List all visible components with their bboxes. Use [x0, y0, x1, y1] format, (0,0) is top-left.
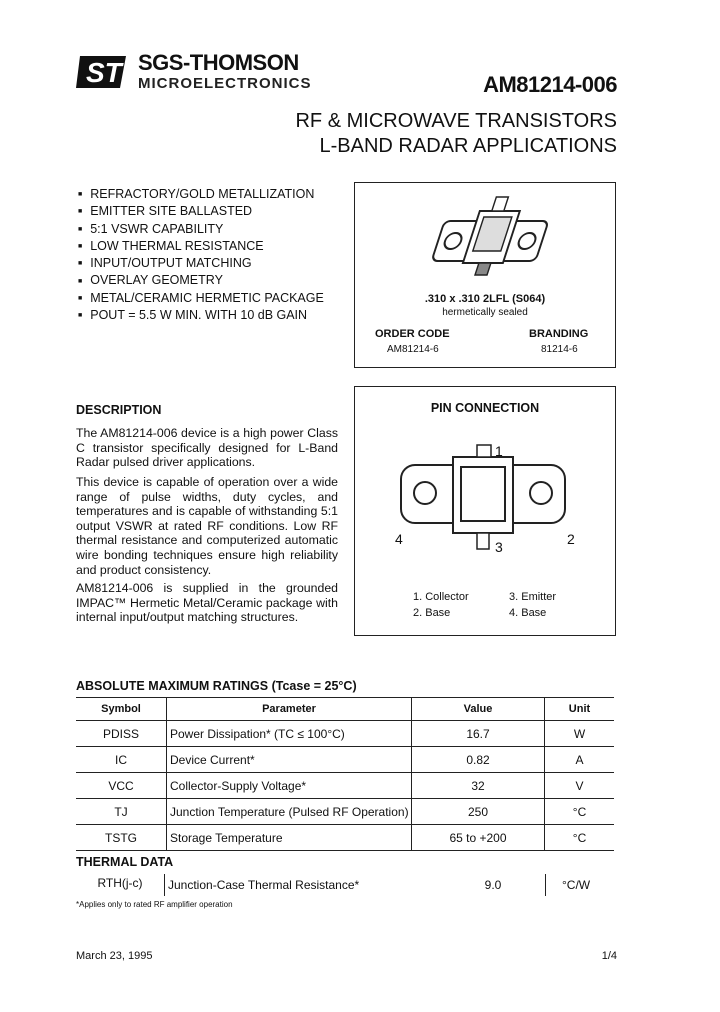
pin-label-3: 3. Emitter	[509, 591, 557, 603]
pin-label-1: 1. Collector	[413, 591, 469, 603]
thermal-symbol: RTH(j-c)	[97, 876, 143, 890]
column-header: Value	[412, 698, 545, 721]
value-cell: 0.82	[412, 747, 545, 773]
value-cell: 16.7	[412, 721, 545, 747]
feature-item: ■ OVERLAY GEOMETRY	[78, 272, 324, 289]
st-logo	[74, 48, 130, 94]
pin-number-3: 3	[495, 539, 503, 555]
column-header: Unit	[545, 698, 615, 721]
package-drawing	[421, 195, 551, 277]
symbol-cell: PDISS	[76, 721, 167, 747]
symbol-cell: TSTG	[76, 825, 167, 851]
description-heading: DESCRIPTION	[76, 403, 162, 417]
order-code: AM81214-6	[387, 344, 439, 355]
title-line-2: L-BAND RADAR APPLICATIONS	[319, 135, 617, 157]
unit-cell: °C	[545, 825, 615, 851]
pin-number-4: 4	[395, 531, 403, 547]
value-cell: 250	[412, 799, 545, 825]
parameter-cell: Device Current*	[167, 747, 412, 773]
value-cell: 65 to +200	[412, 825, 545, 851]
thermal-value: 9.0	[484, 878, 502, 892]
description-paragraph-3: AM81214-006 is supplied in the grounded IMPAC™ Hermetic Metal/Ceramic package with internal input/output matching structures.	[76, 581, 338, 625]
order-code-label: ORDER CODE	[375, 328, 450, 340]
description-paragraph-1: The AM81214-006 device is a high power Class C transistor specifically designed for L-Band Radar pulsed driver applications.	[76, 426, 338, 470]
pin-number-2: 2	[567, 531, 575, 547]
pin-label-2: 2. Base	[413, 607, 451, 619]
pin-connection-title: PIN CONNECTION	[430, 401, 540, 415]
branding-label: BRANDING	[529, 328, 589, 340]
thermal-divider-2	[545, 874, 546, 896]
table-row	[76, 799, 614, 825]
thermal-divider	[164, 874, 165, 896]
table-header-row	[76, 698, 614, 721]
pin-connection-box	[354, 386, 616, 636]
parameter-cell: Collector-Supply Voltage*	[167, 773, 412, 799]
package-sealed: hermetically sealed	[442, 307, 528, 318]
part-number: AM81214-006	[483, 72, 617, 97]
feature-item: ■ EMITTER SITE BALLASTED	[78, 203, 324, 220]
footer-date: March 23, 1995	[76, 950, 153, 962]
thermal-parameter: Junction-Case Thermal Resistance*	[168, 878, 360, 892]
table-row	[76, 773, 614, 799]
title-line-1: RF & MICROWAVE TRANSISTORS	[295, 110, 617, 132]
symbol-cell: IC	[76, 747, 167, 773]
feature-item: ■ METAL/CERAMIC HERMETIC PACKAGE	[78, 290, 324, 307]
parameter-cell: Junction Temperature (Pulsed RF Operation)	[167, 799, 412, 825]
symbol-cell: TJ	[76, 799, 167, 825]
description-paragraph-2: This device is capable of operation over a wide range of pulse widths, duty cycles, and temperatures and is capable of withstanding 5:1 output VSWR at rated RF conditions. Low RF thermal resistance and computerized automatic wire bonding techniques ensure high reliability and product consistency.	[76, 475, 338, 577]
svg-text:ST: ST	[86, 57, 122, 88]
pin-label-4: 4. Base	[509, 607, 547, 619]
feature-item: ■ REFRACTORY/GOLD METALLIZATION	[78, 186, 324, 203]
unit-cell: V	[545, 773, 615, 799]
thermal-unit: °C/W	[562, 878, 591, 892]
thermal-footnote: *Applies only to rated RF amplifier operation	[76, 900, 233, 909]
pin-number-1: 1	[495, 443, 503, 459]
ratings-heading: ABSOLUTE MAXIMUM RATINGS (Tcase = 25°C)	[76, 679, 357, 693]
package-box	[354, 182, 616, 368]
feature-list	[78, 186, 324, 324]
branding: 81214-6	[541, 344, 578, 355]
company-subtitle: MICROELECTRONICS	[138, 75, 312, 92]
parameter-cell: Storage Temperature	[167, 825, 412, 851]
table-row	[76, 747, 614, 773]
company-name: SGS-THOMSON	[138, 50, 299, 75]
ratings-table	[76, 697, 614, 851]
pin-diagram	[395, 443, 575, 553]
feature-item: ■ LOW THERMAL RESISTANCE	[78, 238, 324, 255]
page-number: 1/4	[601, 950, 617, 962]
unit-cell: W	[545, 721, 615, 747]
table-row	[76, 721, 614, 747]
value-cell: 32	[412, 773, 545, 799]
table-row	[76, 825, 614, 851]
symbol-cell: VCC	[76, 773, 167, 799]
package-name: .310 x .310 2LFL (S064)	[424, 293, 546, 305]
feature-item: ■ POUT = 5.5 W MIN. WITH 10 dB GAIN	[78, 307, 324, 324]
column-header: Symbol	[76, 698, 167, 721]
feature-item: ■ 5:1 VSWR CAPABILITY	[78, 221, 324, 238]
parameter-cell: Power Dissipation* (TC ≤ 100°C)	[167, 721, 412, 747]
thermal-heading: THERMAL DATA	[76, 855, 174, 869]
feature-item: ■ INPUT/OUTPUT MATCHING	[78, 255, 324, 272]
column-header: Parameter	[167, 698, 412, 721]
unit-cell: °C	[545, 799, 615, 825]
unit-cell: A	[545, 747, 615, 773]
